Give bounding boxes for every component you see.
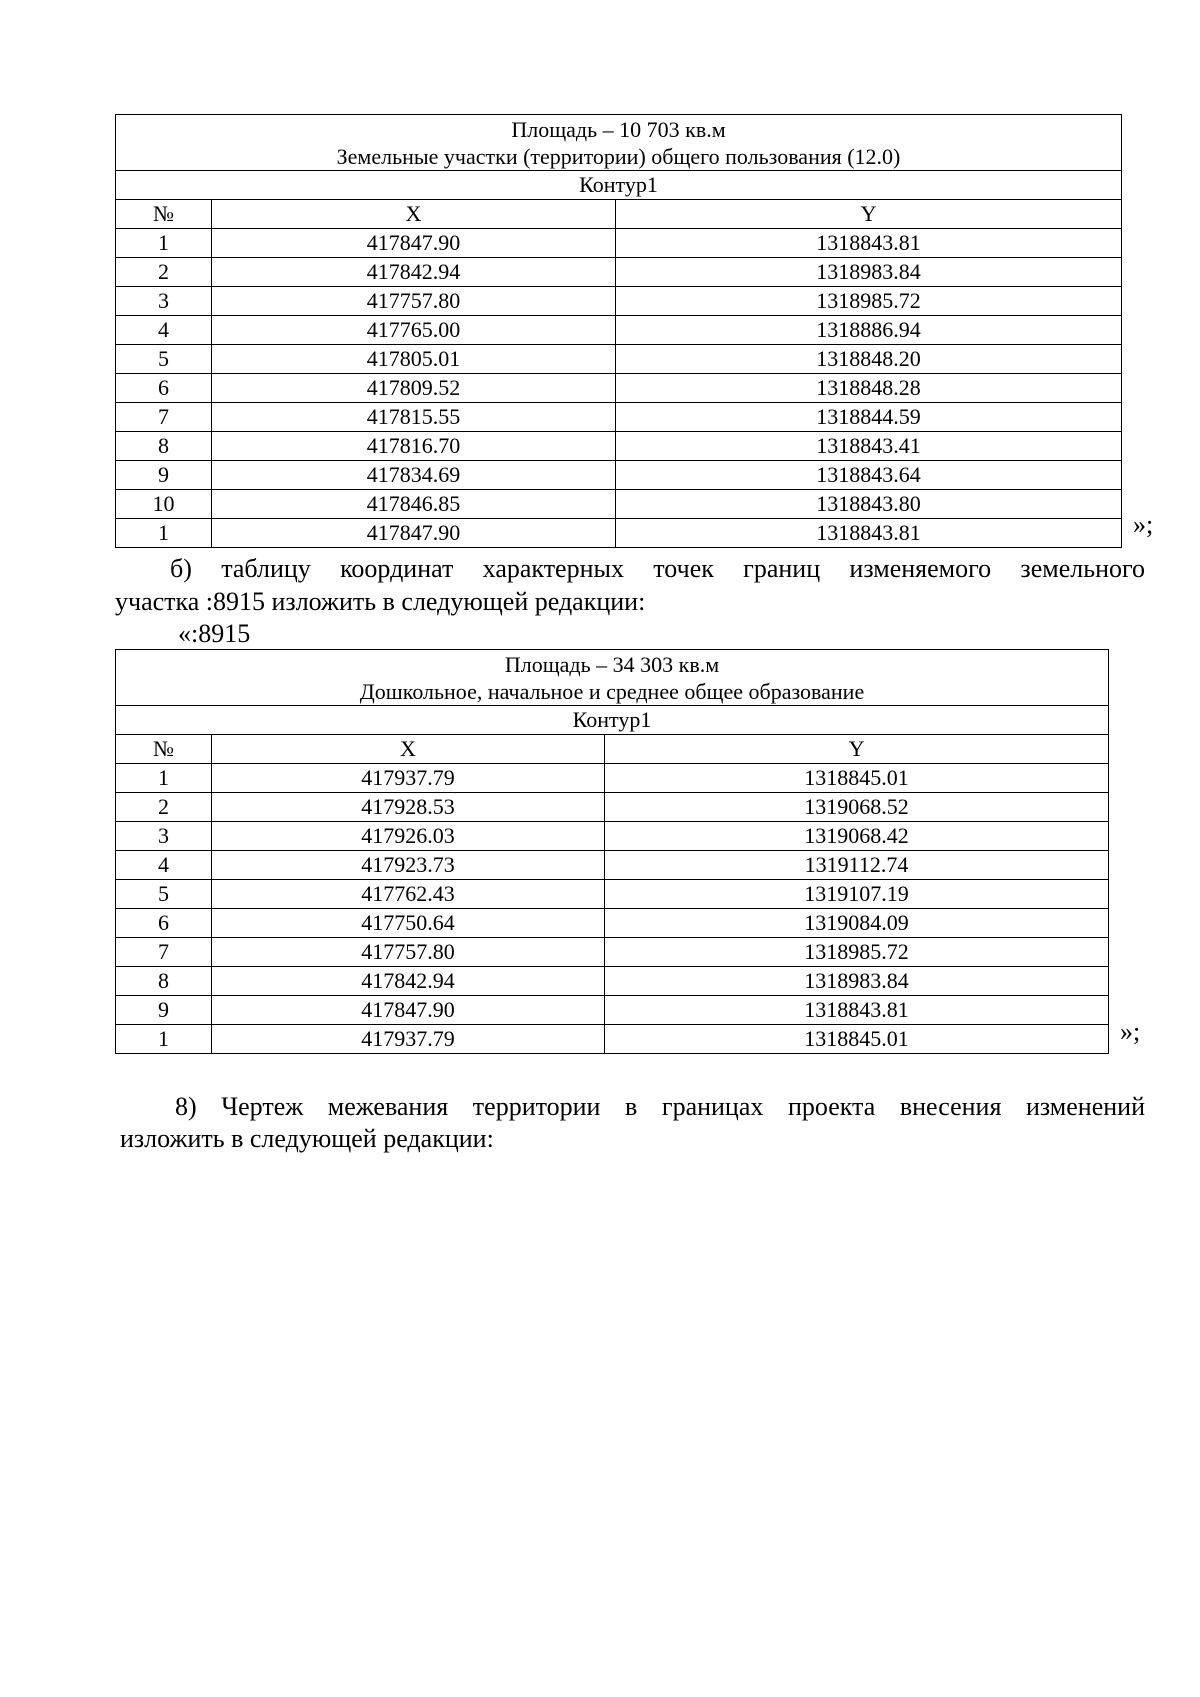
point-number-cell: 4 (116, 851, 212, 880)
x-coordinate-cell: 417842.94 (212, 967, 605, 996)
point-number-cell: 7 (116, 403, 212, 432)
x-coordinate-cell: 417816.70 (212, 432, 616, 461)
table-header-row (116, 650, 1109, 706)
point-number-cell: 1 (116, 519, 212, 548)
x-coordinate-cell: 417842.94 (212, 258, 616, 287)
land-use-label: Дошкольное, начальное и среднее общее образование (359, 679, 865, 704)
table-row (116, 403, 1122, 432)
table-row (116, 461, 1122, 490)
table-row (116, 793, 1109, 822)
y-coordinate-cell: 1318983.84 (605, 967, 1109, 996)
point-number-cell: 2 (116, 258, 212, 287)
x-coordinate-cell: 417937.79 (212, 764, 605, 793)
point-number-cell: 9 (116, 996, 212, 1025)
x-coordinate-cell: 417765.00 (212, 316, 616, 345)
y-coordinate-cell: 1318845.01 (605, 1025, 1109, 1054)
table-row (116, 432, 1122, 461)
y-coordinate-cell: 1319107.19 (605, 880, 1109, 909)
coordinates-table-2 (115, 649, 1109, 1054)
area-label: Площадь – 10 703 кв.м (511, 117, 726, 142)
y-coordinate-cell: 1319112.74 (605, 851, 1109, 880)
table-row (116, 764, 1109, 793)
point-number-cell: 4 (116, 316, 212, 345)
closing-quote-mark: »; (1120, 1017, 1141, 1046)
x-coordinate-cell: 417815.55 (212, 403, 616, 432)
y-coordinate-cell: 1318985.72 (605, 938, 1109, 967)
paragraph-8-line-1: 8) Чертеж межевания территории в границах проекта внесения изменений (175, 1092, 1145, 1121)
column-header-row (116, 735, 1109, 764)
point-number-cell: 8 (116, 432, 212, 461)
x-coordinate-cell: 417757.80 (212, 938, 605, 967)
point-number-cell: 8 (116, 967, 212, 996)
table-row (116, 938, 1109, 967)
y-coordinate-cell: 1319084.09 (605, 909, 1109, 938)
table-title-cell (116, 115, 1122, 171)
table-row (116, 316, 1122, 345)
paragraph-b-line-1: б) таблицу координат характерных точек границ изменяемого земельного (170, 554, 1145, 583)
x-coordinate-cell: 417834.69 (212, 461, 616, 490)
x-coordinate-cell: 417757.80 (212, 287, 616, 316)
y-coordinate-cell: 1318843.41 (616, 432, 1122, 461)
point-number-cell: 5 (116, 880, 212, 909)
table-row (116, 996, 1109, 1025)
table-row (116, 345, 1122, 374)
x-coordinate-cell: 417847.90 (212, 996, 605, 1025)
column-header-row (116, 200, 1122, 229)
coordinates-table-1 (115, 114, 1122, 548)
y-coordinate-cell: 1318848.20 (616, 345, 1122, 374)
parcel-quote-label: «:8915 (178, 619, 251, 648)
x-coordinate-cell: 417937.79 (212, 1025, 605, 1054)
column-header-number: № (116, 735, 212, 764)
y-coordinate-cell: 1318845.01 (605, 764, 1109, 793)
table-header-row (116, 115, 1122, 171)
table-row (116, 374, 1122, 403)
point-number-cell: 3 (116, 287, 212, 316)
table-row (116, 967, 1109, 996)
table-row (116, 519, 1122, 548)
area-label: Площадь – 34 303 кв.м (504, 652, 720, 677)
column-header-y: Y (605, 735, 1109, 764)
table-row (116, 229, 1122, 258)
contour-row (116, 706, 1109, 735)
column-header-x: X (212, 200, 616, 229)
contour-row (116, 171, 1122, 200)
y-coordinate-cell: 1318843.81 (605, 996, 1109, 1025)
x-coordinate-cell: 417923.73 (212, 851, 605, 880)
y-coordinate-cell: 1318844.59 (616, 403, 1122, 432)
table-row (116, 880, 1109, 909)
point-number-cell: 2 (116, 793, 212, 822)
y-coordinate-cell: 1318983.84 (616, 258, 1122, 287)
column-header-y: Y (616, 200, 1122, 229)
table-row (116, 909, 1109, 938)
table-title-cell (116, 650, 1109, 706)
y-coordinate-cell: 1318886.94 (616, 316, 1122, 345)
y-coordinate-cell: 1319068.52 (605, 793, 1109, 822)
paragraph-8-line-2: изложить в следующей редакции: (120, 1124, 494, 1153)
y-coordinate-cell: 1318848.28 (616, 374, 1122, 403)
x-coordinate-cell: 417926.03 (212, 822, 605, 851)
column-header-x: X (212, 735, 605, 764)
table-row (116, 287, 1122, 316)
table-row (116, 490, 1122, 519)
x-coordinate-cell: 417928.53 (212, 793, 605, 822)
x-coordinate-cell: 417805.01 (212, 345, 616, 374)
contour-label: Контур1 (116, 171, 1122, 200)
column-header-number: № (116, 200, 212, 229)
point-number-cell: 3 (116, 822, 212, 851)
x-coordinate-cell: 417847.90 (212, 519, 616, 548)
y-coordinate-cell: 1318985.72 (616, 287, 1122, 316)
point-number-cell: 1 (116, 764, 212, 793)
coordinates-table-2-body (116, 650, 1109, 1054)
closing-quote-mark: »; (1133, 510, 1154, 539)
paragraph-b-line-2: участка :8915 изложить в следующей редакции: (115, 587, 646, 616)
point-number-cell: 6 (116, 374, 212, 403)
y-coordinate-cell: 1318843.81 (616, 519, 1122, 548)
land-use-label: Земельные участки (территории) общего пользования (12.0) (336, 144, 901, 169)
table-row (116, 258, 1122, 287)
y-coordinate-cell: 1318843.81 (616, 229, 1122, 258)
table-row (116, 1025, 1109, 1054)
point-number-cell: 6 (116, 909, 212, 938)
contour-label: Контур1 (116, 706, 1109, 735)
y-coordinate-cell: 1319068.42 (605, 822, 1109, 851)
point-number-cell: 7 (116, 938, 212, 967)
point-number-cell: 5 (116, 345, 212, 374)
x-coordinate-cell: 417750.64 (212, 909, 605, 938)
table-row (116, 851, 1109, 880)
point-number-cell: 1 (116, 229, 212, 258)
table-row (116, 822, 1109, 851)
x-coordinate-cell: 417809.52 (212, 374, 616, 403)
coordinates-table-1-body (116, 115, 1122, 548)
x-coordinate-cell: 417846.85 (212, 490, 616, 519)
x-coordinate-cell: 417762.43 (212, 880, 605, 909)
x-coordinate-cell: 417847.90 (212, 229, 616, 258)
point-number-cell: 9 (116, 461, 212, 490)
point-number-cell: 10 (116, 490, 212, 519)
point-number-cell: 1 (116, 1025, 212, 1054)
y-coordinate-cell: 1318843.64 (616, 461, 1122, 490)
y-coordinate-cell: 1318843.80 (616, 490, 1122, 519)
